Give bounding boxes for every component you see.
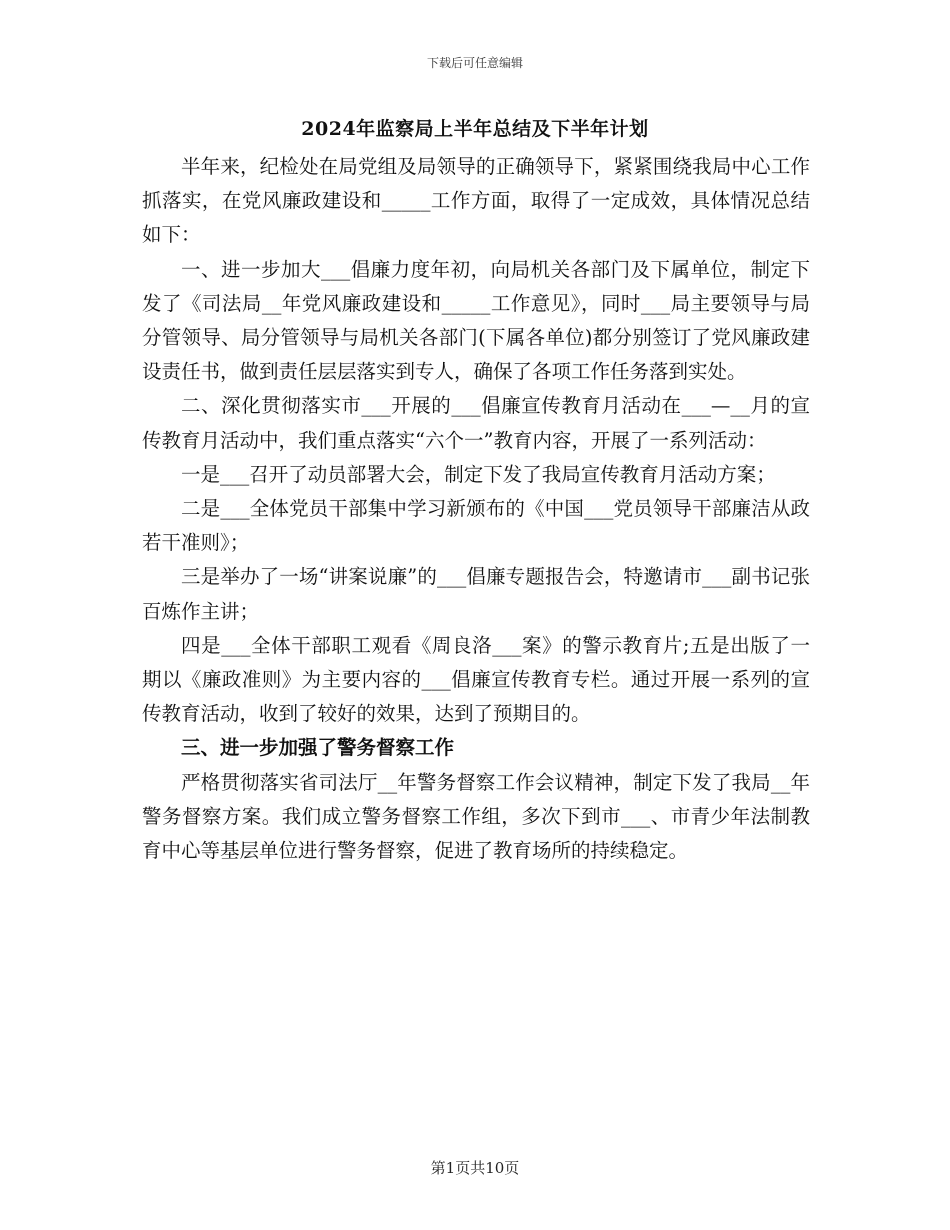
paragraph: 二是___全体党员干部集中学习新颁布的《中国___党员领导干部廉洁从政若干准则》； (142, 497, 810, 555)
paragraph: 一是___召开了动员部署大会，制定下发了我局宣传教育月活动方案； (181, 462, 776, 486)
paragraph: 一、进一步加大___倡廉力度年初，向局机关各部门及下属单位，制定下发了《司法局__年党风廉政建设和_____工作意见》，同时___局主要领导与局分管领导、局分管领导与局机关各部门(下属各单位)都分别签订了党风廉政建设责任书，做到责任层层落实到专人，确保了各项工作任务落到实处。 (142, 257, 810, 384)
paragraph: 三是举办了一场“讲案说廉”的___倡廉专题报告会，特邀请市___副书记张百炼作主讲； (142, 565, 810, 623)
paragraph: 半年来，纪检处在局党组及局领导的正确领导下，紧紧围绕我局中心工作抓落实，在党风廉政建设和_____工作方面，取得了一定成效，具体情况总结如下： (142, 155, 810, 247)
section-heading: 三、进一步加强了警务督察工作 (181, 736, 455, 760)
document-title: 2024年监察局上半年总结及下半年计划 (301, 118, 649, 140)
paragraph: 严格贯彻落实省司法厅__年警务督察工作会议精神，制定下发了我局__年警务督察方案。我们成立警务督察工作组，多次下到市___、市青少年法制教育中心等基层单位进行警务督察，促进了教育场所的持续稳定。 (142, 770, 810, 863)
page-header-note: 下载后可任意编辑 (426, 56, 523, 70)
paragraph: 四是___全体干部职工观看《周良洛___案》的警示教育片;五是出版了一期以《廉政准则》为主要内容的___倡廉宣传教育专栏。通过开展一系列的宣传教育活动，收到了较好的效果，达到了预期目的。 (142, 633, 810, 726)
page-number: 第1页共10页 (430, 1159, 520, 1177)
document-body (142, 150, 810, 868)
paragraph: 二、深化贯彻落实市___开展的___倡廉宣传教育月活动在___—__月的宣传教育月活动中，我们重点落实“六个一”教育内容，开展了一系列活动： (142, 394, 810, 452)
